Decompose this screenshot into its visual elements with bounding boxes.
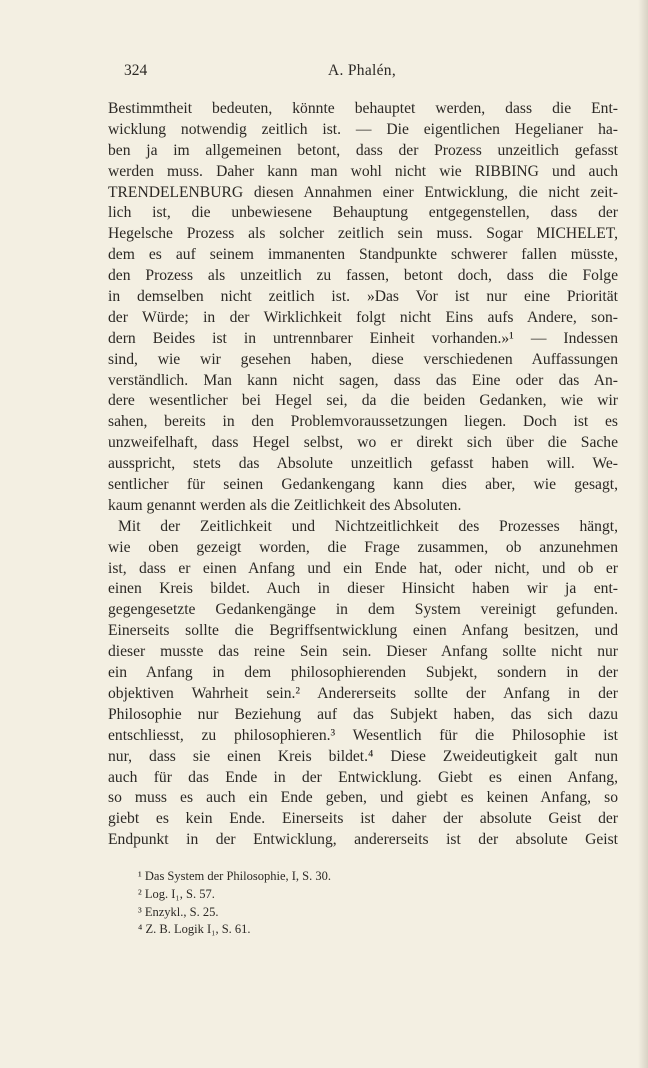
- text-line: ist, dass er einen Anfang und ein Ende hat, oder nicht, und ob er: [108, 559, 618, 577]
- text-line: ausspricht, stets das Absolute unzeitlich gefasst haben will. We-: [108, 455, 618, 473]
- footnote: ² Log. I₁, S. 57.: [138, 886, 215, 901]
- text-line: dere wesentlicher bei Hegel sei, da die beiden Gedanken, wie wir: [108, 392, 618, 410]
- text-line: Bestimmtheit bedeuten, könnte behauptet werden, dass die Ent-: [108, 100, 618, 117]
- text-line: in demselben nicht zeitlich ist. »Das Vor ist nur eine Priorität: [108, 288, 618, 306]
- text-line: objektiven Wahrheit sein.² Andererseits sollte der Anfang in der: [108, 684, 618, 702]
- text-line: entschliesst, zu philosophieren.³ Wesentlich für die Philosophie ist: [108, 726, 618, 744]
- text-line: den Prozess als unzeitlich zu fassen, betont doch, dass die Folge: [108, 267, 618, 285]
- footnote: ⁴ Z. B. Logik I₁, S. 61.: [138, 922, 251, 937]
- text-line: so muss es auch ein Ende geben, und giebt es keinen Anfang, so: [108, 789, 618, 807]
- text-line: giebt es kein Ende. Einerseits ist daher der absolute Geist der: [108, 810, 618, 828]
- text-line: dern Beides ist in untrennbarer Einheit vorhanden.»¹ — Indessen: [108, 329, 618, 347]
- text-line: nur, dass sie einen Kreis bildet.⁴ Diese Zweideutigkeit galt nun: [108, 747, 618, 765]
- text-line: sind, wie wir gesehen haben, diese verschiedenen Auffassungen: [108, 350, 618, 368]
- text-line: Philosophie nur Beziehung auf das Subjekt haben, das sich dazu: [108, 705, 618, 723]
- text-line: TRENDELENBURG diesen Annahmen einer Entwicklung, die nicht zeit-: [108, 183, 618, 201]
- text-line: sahen, bereits in den Problemvoraussetzungen liegen. Doch ist es: [108, 413, 618, 431]
- page-edge-shadow: [638, 0, 648, 1068]
- text-line: dem es auf seinem immanenten Standpunkte schwerer fallen müsste,: [108, 246, 618, 264]
- footnote: ³ Enzykl., S. 25.: [138, 904, 219, 919]
- text-line: wie oben gezeigt worden, die Frage zusammen, ob anzunehmen: [108, 538, 618, 556]
- text-line: verständlich. Man kann nicht sagen, dass das Eine oder das An-: [108, 371, 618, 389]
- text-line: ein Anfang in dem philosophierenden Subjekt, sondern in der: [108, 664, 618, 682]
- page-header: [108, 62, 618, 86]
- text-line: einen Kreis bildet. Auch in dieser Hinsicht haben wir ja ent-: [108, 580, 618, 598]
- text-line: Hegelsche Prozess als solcher zeitlich sein muss. Sogar MICHELET,: [108, 225, 618, 243]
- text-line: auch für das Ende in der Entwicklung. Giebt es einen Anfang,: [108, 768, 618, 786]
- text-line: ben ja im allgemeinen betont, dass der Prozess unzeitlich gefasst: [108, 141, 618, 159]
- text-line: gegengesetzte Gedankengänge in dem System vereinigt gefunden.: [108, 601, 618, 619]
- text-line: wicklung notwendig zeitlich ist. — Die eigentlichen Hegelianer ha-: [108, 120, 618, 138]
- text-line: Endpunkt in der Entwicklung, andererseits ist der absolute Geist: [108, 831, 618, 849]
- text-line: sentlicher für seinen Gedankengang kann dies aber, wie gesagt,: [108, 476, 618, 494]
- text-line: Einerseits sollte die Begriffsentwicklung einen Anfang besitzen, und: [108, 622, 618, 640]
- text-line: lich ist, die unbewiesene Behauptung entgegenstellen, dass der: [108, 204, 618, 222]
- text-line: werden muss. Daher kann man wohl nicht wie RIBBING und auch: [108, 162, 618, 180]
- text-line: der Würde; in der Wirklichkeit folgt nicht Eins aufs Andere, son-: [108, 308, 618, 326]
- text-line: Mit der Zeitlichkeit und Nichtzeitlichkeit des Prozesses hängt,: [118, 517, 618, 535]
- footnote: ¹ Das System der Philosophie, I, S. 30.: [138, 869, 331, 883]
- running-head: A. Phalén,: [328, 62, 397, 79]
- text-line: dieser musste das reine Sein sein. Dieser Anfang sollte nicht nur: [108, 643, 618, 661]
- body-text: [108, 99, 618, 851]
- text-line: kaum genannt werden als die Zeitlichkeit des Absoluten.: [108, 496, 462, 514]
- page-number: 324: [124, 62, 148, 79]
- text-line: unzweifelhaft, dass Hegel selbst, wo er direkt sich über die Sache: [108, 434, 618, 452]
- footnotes: [138, 868, 598, 939]
